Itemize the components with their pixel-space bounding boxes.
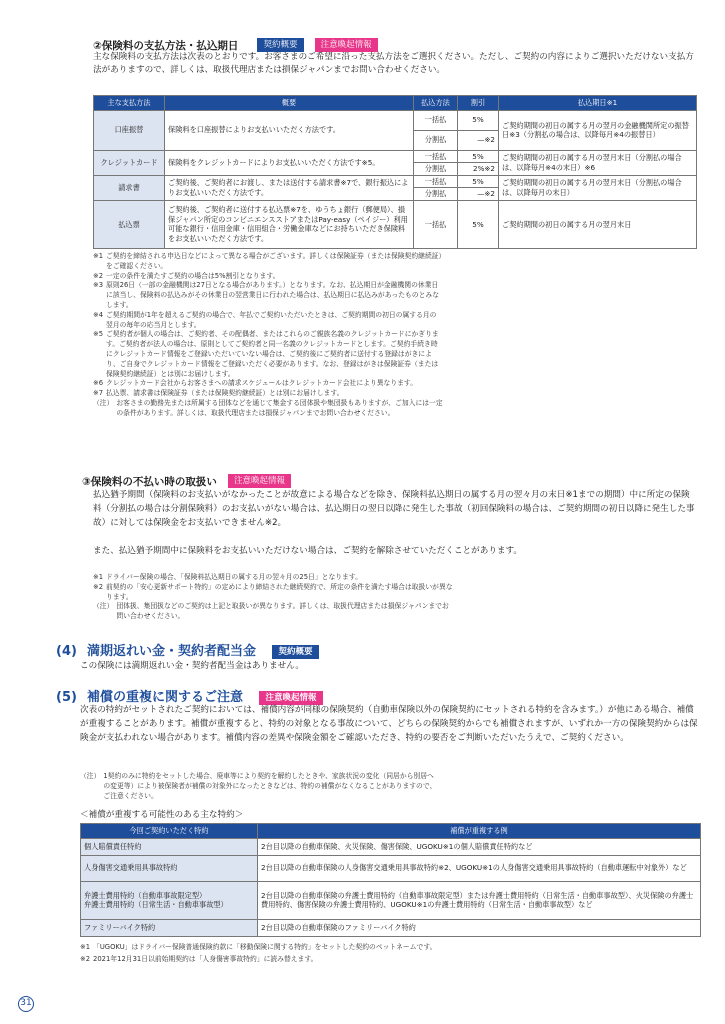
section-4-text: この保険には満期返れい金・契約者配当金はありません。 (80, 661, 304, 671)
discount: 2%※2 (458, 163, 499, 176)
row-desc: 保険料をクレジットカードによりお支払いいただく方法です※5。 (165, 150, 414, 175)
col-header: 主な支払方法 (94, 96, 165, 111)
note: （注） お客さまの勤務先または所属する団体などを通じて集金する団体扱や集団扱もありますが、ご加入には一定の条件があります。詳しくは、取扱代理店または損保ジャパンまでお問い合わせください。 (93, 398, 443, 417)
note: ※2 一定の条件を満たすご契約の場合は5%割引となります。 (93, 271, 280, 280)
col-header: 補償が重複する例 (258, 824, 701, 839)
badge-caution: 注意喚起情報 (259, 691, 322, 705)
section-heading: ②保険料の支払方法・払込期日 (93, 40, 239, 52)
note: ※4 ご契約期間が1年を超えるご契約の場合で、年払でご契約いただいたときは、ご契約期間の初日の属する月の翌月の毎年の応当月とします。 (93, 310, 437, 329)
col-header: 払込方法 (414, 96, 458, 111)
rider-name: ファミリーバイク特約 (81, 919, 258, 936)
method: 一括払 (414, 150, 458, 163)
nonpayment-text: 払込猶予期間（保険料のお支払いがなかったことが故意による場合などを除き、保険料払込期日の属する月の翌々月の末日※1までの期間）中に所定の保険料（分割払の場合は分割保険料）のお支払いがない場合は、払込期日の翌日以降に発生した事故（初回保険料の場合は、ご契約期間の初日以降に発生した事故）に対しては保険金をお支払いできません※2。 (93, 490, 695, 528)
note: （注） 団体扱、集団扱などのご契約は上記と取扱いが異なります。詳しくは、取扱代理店または損保ジャパンまでお問い合わせください。 (93, 602, 449, 621)
discount: 5% (458, 110, 499, 130)
nonpayment-text-2: また、払込猶予期間中に保険料をお支払いいただけない場合は、ご契約を解除させていただくことがあります。 (93, 546, 523, 556)
row-desc: ご契約後、ご契約者に送付する払込票※7を、ゆうちょ銀行（郵便局）、損保ジャパン所定のコンビニエンスストアまたはPay-easy（ペイジー）利用可能な銀行・信用金庫・信用組合・労働金庫などにお持ちいただき保険料をお支払いいただく方法です。 (165, 200, 414, 248)
row-desc: ご契約後、ご契約者にお渡し、または送付する請求書※7で、銀行振込によりお支払いいただく方法です。 (165, 175, 414, 200)
section-5-title: (5) 補償の重複に関するご注意 注意喚起情報 (56, 686, 323, 705)
section-5-note: （注） 1契約のみに特約をセットした場合、廃車等により契約を解約したときや、家族状況の変化（同居から別居への変更等）により被保険者が補償の対象外になったときなどは、特約の補償がなくなることがありますので、ご注意ください。 (80, 772, 437, 800)
overlap-example: 2台目以降の自動車保険、火災保険、傷害保険、UGOKU※1の個人賠償責任特約など (258, 838, 701, 855)
badge-contract-summary: 契約概要 (272, 645, 318, 659)
method: 分割払 (414, 188, 458, 201)
rider-name: 人身傷害交通乗用具事故特約 (81, 855, 258, 881)
due-date: ご契約期間の初日の属する月の翌月末日（分割払の場合は、以降毎月の末日） (499, 175, 697, 200)
badge-contract-summary: 契約概要 (257, 38, 303, 52)
row-label: 請求書 (94, 175, 165, 200)
row-desc: 保険料を口座振替によりお支払いいただく方法です。 (165, 110, 414, 150)
note: ※2 前契約の「安心更新サポート特約」の定めにより締結された継続契約で、所定の条件を満たす場合は取扱いが異なります。 (93, 582, 453, 601)
section-5-text: 次表の特約がセットされたご契約においては、補償内容が同様の保険契約（自動車保険以外の保険契約にセットされる特約を含みます。）が他にある場合、補償が重複することがあります。補償が重複すると、特約の対象となる事故について、どちらの保険契約からでも補償されますが、いずれか一方の保険契約からは保険金が支払われない場合があります。補償内容の差異や保険金額をご確認いただき、特約の要否をご判断いただいたうえで、ご契約ください。 (80, 705, 698, 743)
method: 一括払 (414, 175, 458, 188)
method: 分割払 (414, 130, 458, 150)
discount: 5% (458, 175, 499, 188)
rider-name: 弁護士費用特約（自動車事故限定型） 弁護士費用特約（日常生活・自動車事故型） (81, 881, 258, 919)
section-4-title: (4) 満期返れい金・契約者配当金 契約概要 (56, 640, 319, 659)
col-header: 割引 (458, 96, 499, 111)
note: ※1 ご契約を締結される申込日などによって異なる場合がございます。詳しくは保険証券（または保険契約継続証）をご確認ください。 (93, 252, 442, 270)
due-date: ご契約期間の初日の属する月の翌月末日 (499, 200, 697, 248)
rider-name: 個人賠償責任特約 (81, 838, 258, 855)
note: ※1 ドライバー保険の場合、「保険料払込期日の属する月の翌々月の25日」となります。 (93, 573, 362, 581)
payment-notes (93, 252, 443, 419)
row-label: 口座振替 (94, 110, 165, 150)
note: ※1 「UGOKU」はドライバー保険普通保険約款に「移動保険に関する特約」をセットした契約のペットネームです。 (80, 943, 437, 951)
overlap-example: 2台目以降の自動車保険の人身傷害交通乗用具事故特約※2、UGOKU※1の人身傷害交通乗用具事故特約（自動車運転中対象外）など (258, 855, 701, 881)
payment-method-table (93, 95, 697, 249)
note: ※5 ご契約者が個人の場合は、ご契約者、その配偶者、またはこれらのご親族名義のクレジットカードにかぎります。ご契約者が法人の場合は、原則としてご契約者と同一名義のクレジットカードとします。ご契約手続き時にクレジットカード情報をご登録いただいていない場合は、ご契約後にご契約者に送付する登録はがきにより、ご自身でクレジットカード情報をご登録いただく必要があります。なお、登録はがきは保険証券（または保険契約継続証）とは別にお届けします。 (93, 330, 439, 378)
nonpayment-notes (93, 573, 453, 622)
overlap-notes (80, 943, 440, 965)
section-heading: ③保険料の不払い時の取扱い (82, 476, 217, 488)
due-date: ご契約期間の初日の属する月の翌月末日（分割払の場合は、以降毎月※4の末日）※6 (499, 150, 697, 175)
badge-caution: 注意喚起情報 (315, 38, 378, 52)
note: ※3 原則26日（一部の金融機関は27日となる場合があります。）となります。なお、払込期日が金融機関の休業日に該当し、保険料の払込みがその休業日の翌営業日に行われた場合は、払込期日に払込みがあったものとみなします。 (93, 281, 440, 309)
overlap-example: 2台目以降の自動車保険の弁護士費用特約（自動車事故限定型）または弁護士費用特約（日常生活・自動車事故型）、火災保険の弁護士費用特約、傷害保険の弁護士費用特約、UGOKU※1の弁護士費用特約（日常生活・自動車事故型）など (258, 881, 701, 919)
note: ※6 クレジットカード会社からお客さまへの請求スケジュールはクレジットカード会社により異なります。 (93, 379, 417, 388)
col-header: 今回ご契約いただく特約 (81, 824, 258, 839)
due-date: ご契約期間の初日の属する月の翌月の金融機関所定の振替日※3（分割払の場合は、以降毎月※4の振替日） (499, 110, 697, 150)
discount: 5% (458, 150, 499, 163)
discount: —※2 (458, 188, 499, 201)
method: 分割払 (414, 163, 458, 176)
overlap-table (80, 823, 701, 937)
row-label: クレジットカード (94, 150, 165, 175)
overlap-table-title: ＜補償が重複する可能性のある主な特約＞ (80, 810, 244, 820)
page-number: 31 (18, 996, 34, 1012)
overlap-example: 2台目以降の自動車保険のファミリーバイク特約 (258, 919, 701, 936)
discount: 5% (458, 200, 499, 248)
badge-caution: 注意喚起情報 (228, 474, 291, 488)
row-label: 払込票 (94, 200, 165, 248)
section-intro: 主な保険料の支払方法は次表のとおりです。お客さまのご希望に沿った支払方法をご選択ください。ただし、ご契約の内容によりご選択いただけない支払方法がありますので、詳しくは、取扱代理店または損保ジャパンまでお問い合わせください。 (93, 52, 694, 75)
note: ※2 2021年12月31日以前始期契約は「人身傷害事故特約」に読み替えます。 (80, 954, 318, 963)
method: 一括払 (414, 110, 458, 130)
method: 一括払 (414, 200, 458, 248)
note: ※7 払込票、請求書は保険証券（または保険契約継続証）とは別にお届けします。 (93, 389, 344, 398)
discount: —※2 (458, 130, 499, 150)
col-header: 払込期日※1 (499, 96, 697, 111)
col-header: 概要 (165, 96, 414, 111)
section-nonpayment-title (82, 470, 291, 489)
